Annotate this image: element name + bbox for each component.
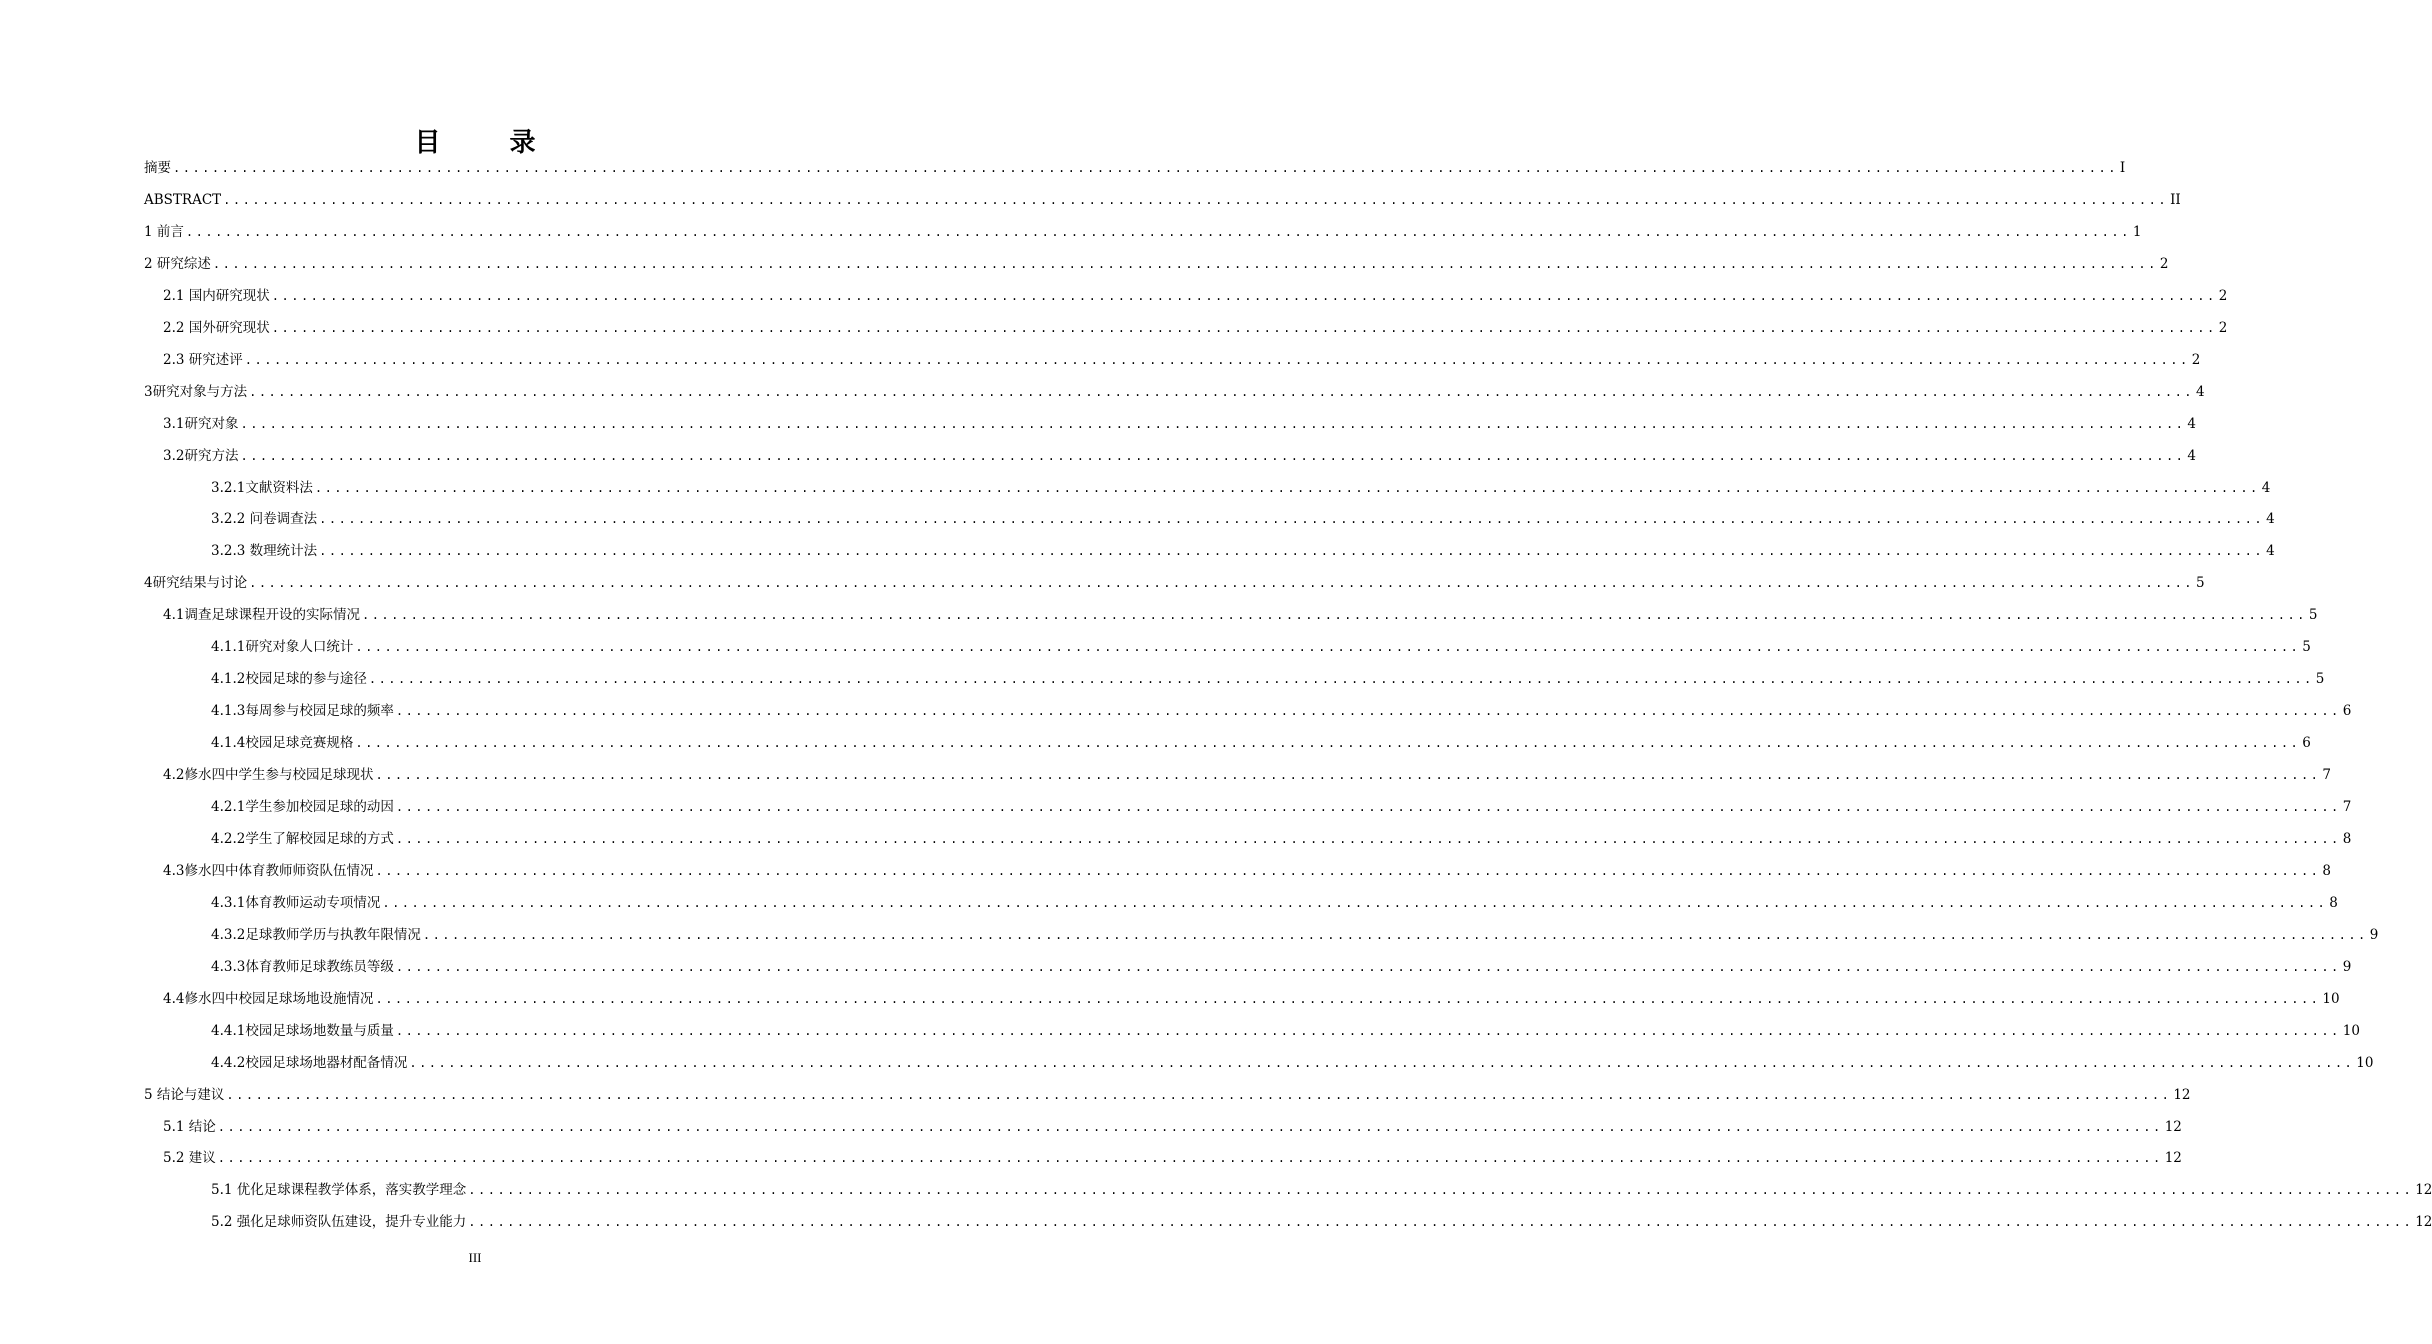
- toc-entry[interactable]: [163, 444, 2196, 468]
- footer-page-number: III: [468, 1250, 482, 1265]
- toc-entry-label: 5.1 优化足球课程教学体系，落实教学理念: [211, 1182, 467, 1199]
- toc-entry[interactable]: [163, 859, 2331, 883]
- toc-entry[interactable]: [211, 1210, 2432, 1234]
- toc-entry-label: 1 前言: [144, 223, 184, 240]
- toc-dot-leader: ........................................................................................................................................................................................................: [217, 1119, 2163, 1134]
- toc-entry-page: 2: [2218, 319, 2228, 336]
- toc-dot-leader: ........................................................................................................................................................................................................: [355, 736, 2301, 751]
- toc-entry[interactable]: [211, 1019, 2360, 1043]
- toc-entry-label: 4.3.3体育教师足球教练员等级: [211, 958, 394, 975]
- toc-entry-label: 4.4.1校园足球场地数量与质量: [211, 1022, 394, 1039]
- toc-entry[interactable]: [163, 1115, 2182, 1139]
- toc-entry-label: 3.2.2 问卷调查法: [211, 511, 318, 528]
- toc-entry-page: 10: [2342, 1022, 2360, 1039]
- toc-entry-page: 8: [2342, 830, 2352, 847]
- toc-entry-label: 4研究结果与讨论: [144, 575, 248, 592]
- toc-entry-label: 3.2.3 数理统计法: [211, 543, 318, 560]
- toc-entry-page: 2: [2159, 255, 2169, 272]
- toc-entry-label: 4.3修水四中体育教师师资队伍情况: [163, 862, 374, 879]
- toc-entry-label: 5 结论与建议: [144, 1086, 225, 1103]
- toc-entry-page: 7: [2322, 767, 2331, 784]
- toc-entry-page: 6: [2302, 735, 2311, 752]
- toc-entry-label: 4.3.2足球教师学历与执教年限情况: [211, 926, 421, 943]
- toc-entry-page: 7: [2342, 799, 2352, 815]
- toc-dot-leader: ........................................................................................................................................................................................................: [409, 1055, 2355, 1070]
- toc-dot-leader: ........................................................................................................................................................................................................: [368, 672, 2314, 687]
- toc-entry[interactable]: [144, 220, 2142, 244]
- toc-entry-page: 4: [2261, 479, 2271, 496]
- toc-entry-label: 4.4修水四中校园足球场地设施情况: [163, 990, 374, 1007]
- toc-dot-leader: ........................................................................................................................................................................................................: [244, 352, 2190, 367]
- toc-entry-label: 摘要: [144, 160, 171, 176]
- toc-dot-leader: ........................................................................................................................................................................................................: [314, 480, 2260, 495]
- toc-entry-page: 10: [2356, 1054, 2374, 1071]
- toc-entry-page: 1: [2132, 223, 2142, 240]
- toc-entry-page: 4: [2266, 543, 2275, 560]
- toc-entry[interactable]: [211, 827, 2352, 851]
- toc-dot-leader: ........................................................................................................................................................................................................: [375, 863, 2321, 878]
- toc-dot-leader: ........................................................................................................................................................................................................: [395, 704, 2341, 719]
- toc-entry-page: 12: [2173, 1086, 2191, 1103]
- toc-entry[interactable]: [211, 795, 2352, 819]
- toc-dot-leader: ........................................................................................................................................................................................................: [249, 576, 2195, 591]
- toc-entry-page: 10: [2322, 990, 2340, 1007]
- toc-entry[interactable]: [211, 891, 2338, 915]
- toc-entry[interactable]: [211, 667, 2325, 691]
- toc-entry-label: 4.2.1学生参加校园足球的动因: [211, 799, 394, 815]
- toc-entry[interactable]: [144, 156, 2126, 180]
- toc-entry-page: I: [2119, 160, 2126, 176]
- toc-entry-label: ABSTRACT: [144, 191, 222, 208]
- toc-entry-page: 5: [2196, 575, 2205, 592]
- toc-entry-label: 5.1 结论: [163, 1118, 216, 1135]
- toc-dot-leader: ........................................................................................................................................................................................................: [375, 991, 2321, 1006]
- toc-entry-label: 4.1.3每周参与校园足球的频率: [211, 703, 394, 720]
- toc-entry[interactable]: [211, 1178, 2432, 1202]
- toc-entry-label: 5.2 强化足球师资队伍建设，提升专业能力: [211, 1214, 467, 1231]
- toc-dot-leader: ........................................................................................................................................................................................................: [271, 288, 2217, 303]
- toc-dot-leader: ........................................................................................................................................................................................................: [468, 1183, 2414, 1198]
- toc-dot-leader: ........................................................................................................................................................................................................: [468, 1215, 2414, 1230]
- toc-dot-leader: ........................................................................................................................................................................................................: [395, 959, 2341, 974]
- toc-entry[interactable]: [144, 1083, 2191, 1107]
- toc-entry-page: 5: [2308, 607, 2318, 624]
- toc-dot-leader: ........................................................................................................................................................................................................: [375, 768, 2321, 783]
- toc-dot-leader: ........................................................................................................................................................................................................: [271, 320, 2217, 335]
- toc-entry-label: 4.4.2校园足球场地器材配备情况: [211, 1054, 408, 1071]
- toc-entry-page: 12: [2415, 1214, 2432, 1231]
- toc-entry-label: 3.2.1文献资料法: [211, 479, 313, 496]
- toc-entry-label: 2.3 研究述评: [163, 351, 243, 368]
- toc-entry-page: 8: [2322, 862, 2331, 879]
- toc-entry-label: 4.3.1体育教师运动专项情况: [211, 894, 381, 911]
- toc-entry-page: 2: [2218, 287, 2228, 304]
- toc-entry-page: 6: [2342, 703, 2352, 720]
- toc-entry[interactable]: [144, 380, 2205, 404]
- toc-entry-label: 4.1.1研究对象人口统计: [211, 639, 354, 656]
- toc-entry[interactable]: [163, 284, 2228, 308]
- toc-entry-page: 4: [2187, 415, 2196, 432]
- toc-entry[interactable]: [211, 1051, 2374, 1075]
- toc-entry-page: 12: [2164, 1150, 2182, 1167]
- toc-dot-leader: ........................................................................................................................................................................................................: [217, 1151, 2163, 1166]
- toc-entry[interactable]: [211, 955, 2352, 979]
- toc-dot-leader: ........................................................................................................................................................................................................: [173, 161, 2118, 175]
- toc-dot-leader: ........................................................................................................................................................................................................: [240, 416, 2186, 431]
- toc-entry[interactable]: [211, 923, 2379, 947]
- toc-entry-page: 4: [2266, 511, 2275, 528]
- toc-entry[interactable]: [163, 316, 2228, 340]
- toc-entry[interactable]: [144, 252, 2169, 276]
- toc-entry-label: 2.1 国内研究现状: [163, 287, 270, 304]
- toc-entry[interactable]: [211, 699, 2352, 723]
- toc-dot-leader: ........................................................................................................................................................................................................: [382, 895, 2328, 910]
- toc-entry-page: 5: [2315, 671, 2325, 688]
- toc-entry[interactable]: [211, 731, 2311, 755]
- toc-entry-label: 3.2研究方法: [163, 447, 239, 464]
- toc-entry-label: 4.2.2学生了解校园足球的方式: [211, 830, 394, 847]
- toc-entry-page: 12: [2164, 1118, 2182, 1135]
- toc-dot-leader: ........................................................................................................................................................................................................: [185, 224, 2131, 239]
- toc-entry-page: 4: [2187, 447, 2196, 464]
- toc-entry-label: 4.2修水四中学生参与校园足球现状: [163, 767, 374, 784]
- toc-entry[interactable]: [211, 507, 2275, 531]
- toc-dot-leader: ........................................................................................................................................................................................................: [319, 512, 2265, 527]
- toc-entry-label: 4.1调查足球课程开设的实际情况: [163, 607, 360, 624]
- toc-entry-page: 12: [2415, 1182, 2432, 1199]
- toc-dot-leader: ........................................................................................................................................................................................................: [226, 1087, 2172, 1102]
- toc-entry-page: 9: [2342, 958, 2352, 975]
- toc-entry[interactable]: [163, 348, 2201, 372]
- toc-dot-leader: ........................................................................................................................................................................................................: [319, 544, 2265, 559]
- toc-dot-leader: ........................................................................................................................................................................................................: [395, 831, 2341, 846]
- toc-entry-label: 4.1.2校园足球的参与途径: [211, 671, 367, 688]
- toc-entry-label: 4.1.4校园足球竞赛规格: [211, 735, 354, 752]
- toc-entry[interactable]: [163, 603, 2318, 627]
- toc-entry[interactable]: [211, 476, 2271, 500]
- page-title: 目 录: [414, 128, 566, 158]
- toc-entry[interactable]: [163, 412, 2196, 436]
- toc-entry[interactable]: [211, 635, 2311, 659]
- toc-entry[interactable]: [163, 763, 2331, 787]
- toc-entry-page: 5: [2302, 639, 2311, 656]
- toc-entry-page: 4: [2196, 383, 2205, 400]
- toc-entry-page: 2: [2191, 351, 2201, 368]
- toc-entry[interactable]: [163, 1146, 2182, 1170]
- toc-entry-label: 2 研究综述: [144, 255, 211, 272]
- toc-entry-page: 8: [2329, 894, 2338, 911]
- toc-dot-leader: ........................................................................................................................................................................................................: [249, 384, 2195, 399]
- toc-entry-label: 5.2 建议: [163, 1150, 216, 1167]
- toc-entry-label: 3研究对象与方法: [144, 383, 248, 400]
- toc-dot-leader: ........................................................................................................................................................................................................: [422, 927, 2368, 942]
- toc-dot-leader: ........................................................................................................................................................................................................: [395, 800, 2341, 814]
- toc-dot-leader: ........................................................................................................................................................................................................: [395, 1023, 2341, 1038]
- toc-entry[interactable]: [163, 987, 2340, 1011]
- toc-dot-leader: ........................................................................................................................................................................................................: [212, 256, 2158, 271]
- toc-dot-leader: ........................................................................................................................................................................................................: [240, 448, 2186, 463]
- toc-entry-page: II: [2170, 191, 2181, 208]
- toc-entry[interactable]: [144, 571, 2205, 595]
- toc-entry-label: 2.2 国外研究现状: [163, 319, 270, 336]
- toc-dot-leader: ........................................................................................................................................................................................................: [361, 608, 2307, 623]
- toc-dot-leader: ........................................................................................................................................................................................................: [355, 640, 2301, 655]
- toc-dot-leader: ........................................................................................................................................................................................................: [223, 192, 2169, 207]
- toc-entry[interactable]: [144, 188, 2181, 212]
- toc-entry-label: 3.1研究对象: [163, 415, 239, 432]
- toc-entry[interactable]: [211, 539, 2275, 563]
- toc-entry-page: 9: [2369, 926, 2379, 943]
